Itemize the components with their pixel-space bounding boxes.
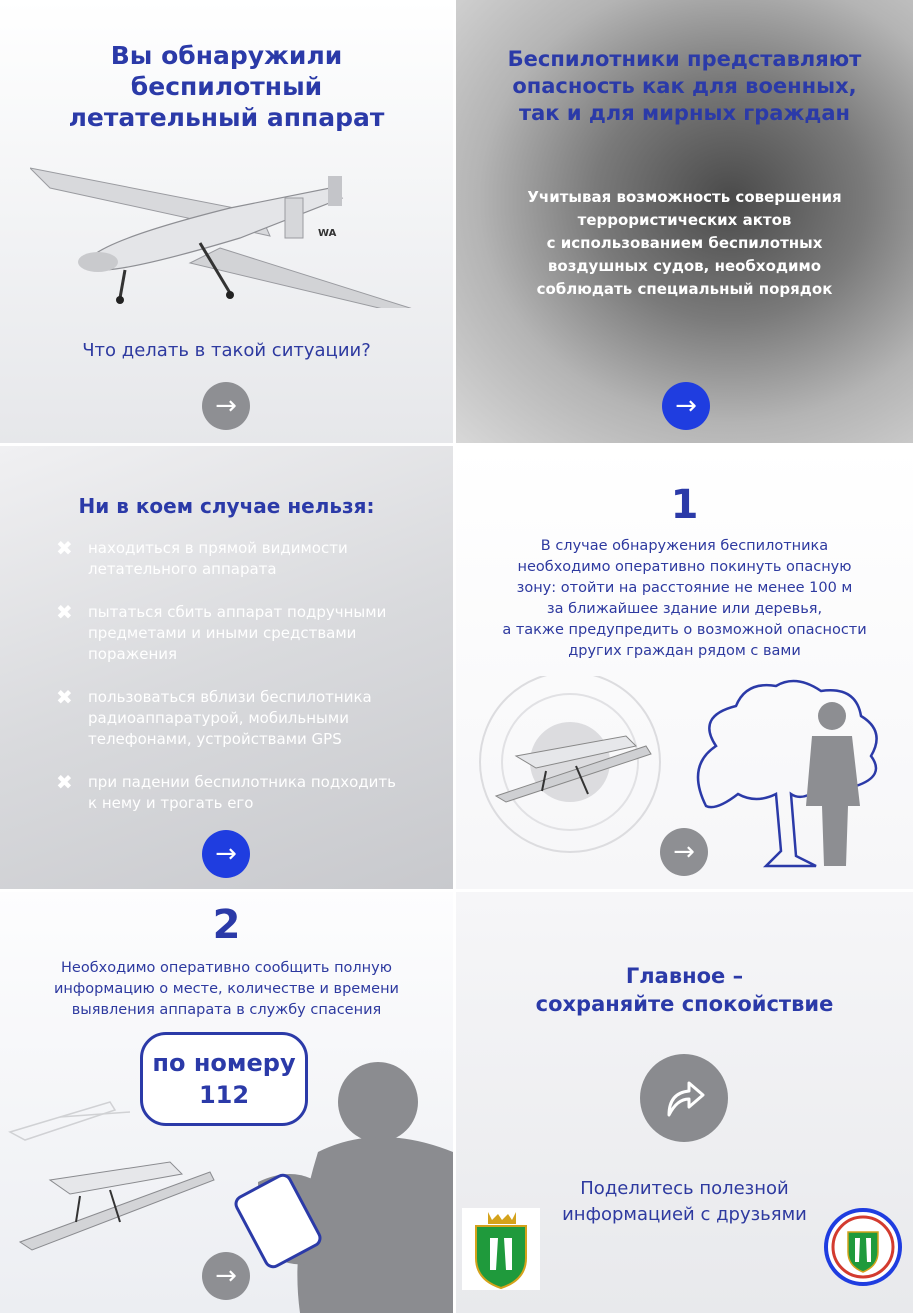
next-arrow-button[interactable] [660,828,708,876]
panel4-body: В случае обнаружения беспилотника необходимо оперативно покинуть опасную зону: отойти на расстояние не менее 100 м за ближайшее здание или деревья, а также предупредить о возможной опасности других граждан рядом с вами [502,538,867,659]
forbidden-list [56,538,416,836]
arrow-right-icon: → [215,391,237,421]
panel-step-1 [456,446,913,889]
cross-icon: ✖ [56,685,73,709]
panel-step-2 [0,892,453,1313]
panel1-question: Что делать в такой ситуации? [82,340,371,361]
municipal-emblem-icon [824,1208,902,1286]
next-arrow-button[interactable] [202,830,250,878]
drone-marking: WA [318,228,337,239]
share-button[interactable] [640,1054,728,1142]
emergency-number-bubble: по номеру 112 [140,1032,308,1126]
cross-icon: ✖ [56,600,73,624]
list-item: ✖ пользоваться вблизи беспилотника радиоаппаратурой, мобильными телефонами, устройствами GPS [56,685,372,748]
panel-stay-calm [456,892,913,1313]
panel-detected-drone [0,0,453,443]
panel3-title: Ни в коем случае нельзя: [78,494,375,518]
panel6-share-text: Поделитесь полезной информацией с друзьями [562,1178,807,1225]
panel2-body: Учитывая возможность совершения террористических актов с использованием беспилотных воздушных судов, необходимо соблюдать специальный порядок [527,188,842,298]
arrow-right-icon: → [215,1261,237,1291]
next-arrow-button[interactable] [202,382,250,430]
drone-illustration [30,158,420,308]
list-item: ✖ пытаться сбить аппарат подручными предметами и иными средствами поражения [56,600,387,663]
cross-icon: ✖ [56,536,73,560]
arrow-right-icon: → [673,837,695,867]
list-item: ✖ при падении беспилотника подходить к нему и трогать его [56,770,396,812]
panel6-title: Главное – сохраняйте спокойствие [535,964,834,1016]
step-number: 1 [670,482,699,528]
panel-drone-danger [456,0,913,443]
arrow-right-icon: → [675,391,697,421]
cross-icon: ✖ [56,770,73,794]
panel-forbidden-actions [0,446,453,889]
next-arrow-button[interactable] [202,1252,250,1300]
panel1-title: Вы обнаружили беспилотный летательный аппарат [68,41,385,132]
list-item: ✖ находиться в прямой видимости летательного аппарата [56,536,348,578]
city-crest-icon [462,1208,540,1290]
next-arrow-button[interactable] [662,382,710,430]
panel2-title: Беспилотники представляют опасность как для военных, так и для мирных граждан [507,47,862,125]
step-number: 2 [212,902,241,948]
panel5-body: Необходимо оперативно сообщить полную информацию о месте, количестве и времени выявления аппарата в службу спасения [54,960,399,1018]
arrow-right-icon: → [215,839,237,869]
share-arrow-icon [661,1075,707,1121]
